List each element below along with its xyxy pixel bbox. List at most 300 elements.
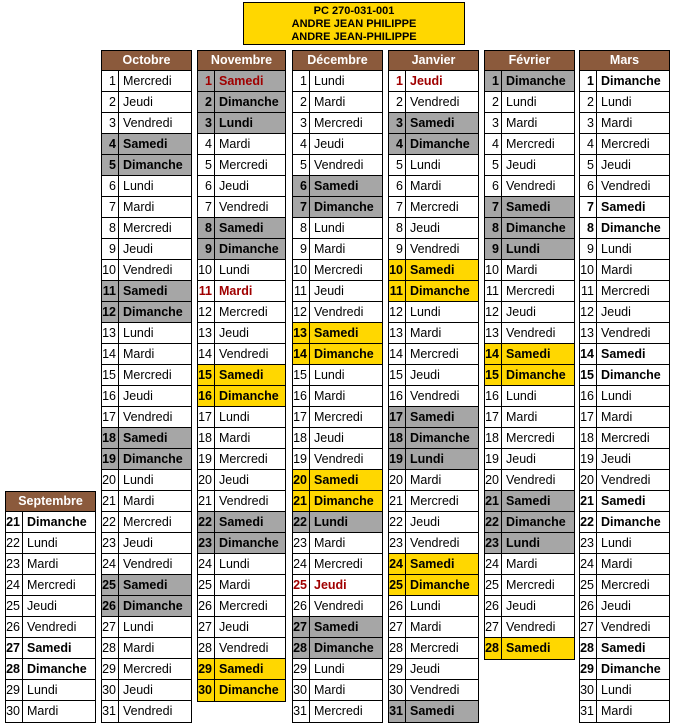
- day-number: 28: [293, 638, 310, 658]
- day-number: 8: [198, 218, 215, 238]
- day-number: 14: [485, 344, 502, 364]
- day-row: [389, 260, 478, 281]
- day-row: [102, 302, 191, 323]
- day-name: Mercredi: [314, 557, 363, 571]
- day-number: 30: [389, 680, 406, 700]
- day-number: 7: [293, 197, 310, 217]
- day-row: [293, 533, 382, 554]
- day-row: [485, 92, 574, 113]
- day-row: [102, 365, 191, 386]
- day-name: Vendredi: [410, 389, 460, 403]
- day-name: Vendredi: [219, 641, 269, 655]
- day-name: Mercredi: [123, 662, 172, 676]
- day-number: 10: [198, 260, 215, 280]
- day-name: Dimanche: [406, 428, 478, 448]
- day-number: 7: [485, 197, 502, 217]
- day-number: 16: [485, 386, 502, 406]
- day-name: Samedi: [215, 71, 285, 91]
- day-row: [102, 344, 191, 365]
- day-row: [6, 512, 95, 533]
- day-number: 12: [580, 302, 597, 322]
- day-name: Mercredi: [314, 263, 363, 277]
- day-name: Lundi: [506, 95, 537, 109]
- day-number: 23: [293, 533, 310, 553]
- day-name: Vendredi: [219, 200, 269, 214]
- day-name: Samedi: [406, 701, 478, 722]
- day-number: 11: [293, 281, 310, 301]
- day-name: Vendredi: [410, 536, 460, 550]
- day-row: [6, 659, 95, 680]
- day-name: Dimanche: [502, 365, 574, 385]
- day-number: 30: [580, 680, 597, 700]
- day-number: 2: [198, 92, 215, 112]
- day-number: 21: [198, 491, 215, 511]
- day-name: Vendredi: [123, 116, 173, 130]
- day-name: Jeudi: [219, 326, 249, 340]
- day-name: Samedi: [310, 470, 382, 490]
- month-column: [292, 50, 383, 723]
- day-row: [198, 617, 285, 638]
- day-name: Samedi: [601, 347, 646, 361]
- day-name: Jeudi: [506, 158, 536, 172]
- day-number: 24: [198, 554, 215, 574]
- day-row: [6, 701, 95, 722]
- day-name: Mercredi: [27, 578, 76, 592]
- day-number: 23: [485, 533, 502, 553]
- day-name: Vendredi: [601, 326, 651, 340]
- day-row: [485, 638, 574, 659]
- day-name: Lundi: [601, 242, 632, 256]
- day-name: Lundi: [27, 536, 58, 550]
- day-name: Mardi: [410, 179, 442, 193]
- day-number: 20: [102, 470, 119, 490]
- day-number: 29: [580, 659, 597, 679]
- day-row: [580, 533, 669, 554]
- day-name: Jeudi: [314, 137, 344, 151]
- day-row: [389, 554, 478, 575]
- day-row: [580, 176, 669, 197]
- day-name: Mercredi: [219, 305, 268, 319]
- day-name: Mardi: [601, 116, 633, 130]
- day-number: 30: [6, 701, 23, 722]
- day-name: Lundi: [123, 326, 154, 340]
- day-name: Mercredi: [506, 137, 555, 151]
- day-row: [580, 470, 669, 491]
- day-name: Mardi: [219, 431, 251, 445]
- day-name: Dimanche: [406, 575, 478, 595]
- day-number: 27: [485, 617, 502, 637]
- day-name: Jeudi: [601, 305, 631, 319]
- day-number: 17: [485, 407, 502, 427]
- day-row: [580, 71, 669, 92]
- day-name: Mardi: [601, 263, 633, 277]
- day-row: [580, 386, 669, 407]
- day-name: Jeudi: [410, 662, 440, 676]
- day-number: 19: [102, 449, 119, 469]
- day-name: Dimanche: [502, 218, 574, 238]
- day-number: 16: [198, 386, 215, 406]
- day-name: Mardi: [506, 557, 538, 571]
- day-row: [293, 554, 382, 575]
- day-name: Vendredi: [506, 326, 556, 340]
- day-row: [102, 575, 191, 596]
- day-name: Lundi: [310, 512, 382, 532]
- day-name: Samedi: [601, 200, 646, 214]
- day-row: [580, 491, 669, 512]
- day-number: 4: [198, 134, 215, 154]
- title-line-3: ANDRE JEAN-PHILIPPE: [291, 31, 417, 43]
- day-name: Lundi: [219, 557, 250, 571]
- day-row: [198, 302, 285, 323]
- day-number: 7: [580, 197, 597, 217]
- day-row: [102, 680, 191, 701]
- day-name: Mercredi: [601, 431, 650, 445]
- day-name: Jeudi: [123, 683, 153, 697]
- day-name: Jeudi: [506, 305, 536, 319]
- month-header: Février: [485, 51, 574, 71]
- day-name: Vendredi: [506, 473, 556, 487]
- day-row: [389, 323, 478, 344]
- day-number: 15: [293, 365, 310, 385]
- day-row: [293, 281, 382, 302]
- day-name: Samedi: [502, 344, 574, 364]
- day-number: 29: [389, 659, 406, 679]
- day-name: Vendredi: [314, 599, 364, 613]
- day-number: 7: [389, 197, 406, 217]
- day-number: 1: [102, 71, 119, 91]
- day-row: [293, 323, 382, 344]
- day-number: 21: [485, 491, 502, 511]
- day-name: Dimanche: [406, 281, 478, 301]
- day-number: 10: [580, 260, 597, 280]
- day-row: [293, 470, 382, 491]
- day-row: [198, 281, 285, 302]
- day-number: 17: [580, 407, 597, 427]
- day-name: Mardi: [410, 473, 442, 487]
- day-name: Jeudi: [601, 599, 631, 613]
- day-row: [293, 701, 382, 722]
- day-name: Dimanche: [502, 71, 574, 91]
- day-name: Dimanche: [215, 680, 285, 701]
- day-number: 8: [293, 218, 310, 238]
- day-number: 29: [102, 659, 119, 679]
- day-number: 9: [293, 239, 310, 259]
- day-name: Dimanche: [601, 515, 661, 529]
- day-row: [198, 680, 285, 701]
- day-number: 25: [102, 575, 119, 595]
- day-row: [389, 533, 478, 554]
- day-name: Samedi: [119, 428, 191, 448]
- day-name: Vendredi: [314, 305, 364, 319]
- day-name: Dimanche: [310, 197, 382, 217]
- day-name: Lundi: [601, 536, 632, 550]
- day-number: 18: [293, 428, 310, 448]
- day-name: Lundi: [410, 599, 441, 613]
- day-number: 29: [293, 659, 310, 679]
- day-name: Lundi: [314, 221, 345, 235]
- day-name: Jeudi: [27, 599, 57, 613]
- day-name: Samedi: [502, 197, 574, 217]
- day-row: [389, 302, 478, 323]
- day-row: [6, 617, 95, 638]
- day-row: [6, 533, 95, 554]
- day-name: Mardi: [219, 137, 251, 151]
- day-number: 30: [293, 680, 310, 700]
- day-row: [485, 323, 574, 344]
- day-name: Jeudi: [123, 95, 153, 109]
- day-number: 13: [198, 323, 215, 343]
- day-row: [580, 302, 669, 323]
- day-number: 6: [102, 176, 119, 196]
- day-name: Mardi: [123, 641, 155, 655]
- day-number: 1: [293, 71, 310, 91]
- day-number: 30: [198, 680, 215, 701]
- day-row: [198, 323, 285, 344]
- day-number: 13: [389, 323, 406, 343]
- day-number: 16: [102, 386, 119, 406]
- day-row: [102, 449, 191, 470]
- day-row: [389, 491, 478, 512]
- day-row: [580, 239, 669, 260]
- day-row: [6, 554, 95, 575]
- day-row: [198, 197, 285, 218]
- day-row: [389, 92, 478, 113]
- day-row: [485, 386, 574, 407]
- day-name: Lundi: [410, 158, 441, 172]
- day-number: 23: [198, 533, 215, 553]
- day-number: 22: [293, 512, 310, 532]
- day-number: 31: [389, 701, 406, 722]
- day-row: [485, 176, 574, 197]
- day-number: 6: [389, 176, 406, 196]
- day-number: 1: [389, 71, 406, 91]
- day-name: Mardi: [601, 704, 633, 718]
- day-row: [293, 344, 382, 365]
- day-number: 13: [293, 323, 310, 343]
- day-number: 11: [485, 281, 502, 301]
- day-number: 25: [293, 575, 310, 595]
- day-number: 17: [102, 407, 119, 427]
- day-name: Vendredi: [410, 95, 460, 109]
- day-row: [198, 113, 285, 134]
- day-row: [198, 533, 285, 554]
- day-row: [580, 155, 669, 176]
- day-name: Dimanche: [601, 74, 661, 88]
- day-row: [102, 554, 191, 575]
- day-row: [198, 155, 285, 176]
- day-name: Mercredi: [410, 641, 459, 655]
- day-row: [389, 659, 478, 680]
- day-name: Dimanche: [601, 662, 661, 676]
- day-row: [198, 512, 285, 533]
- day-name: Jeudi: [601, 158, 631, 172]
- day-number: 13: [102, 323, 119, 343]
- day-name: Jeudi: [410, 368, 440, 382]
- day-number: 14: [198, 344, 215, 364]
- day-name: Mercredi: [123, 74, 172, 88]
- day-row: [580, 113, 669, 134]
- day-name: Samedi: [502, 638, 574, 659]
- day-name: Mardi: [410, 326, 442, 340]
- day-number: 6: [293, 176, 310, 196]
- day-row: [6, 596, 95, 617]
- day-name: Samedi: [406, 260, 478, 280]
- day-name: Samedi: [601, 494, 646, 508]
- day-name: Dimanche: [119, 596, 191, 616]
- day-row: [293, 659, 382, 680]
- day-number: 4: [102, 134, 119, 154]
- day-row: [198, 260, 285, 281]
- day-number: 28: [6, 659, 23, 679]
- day-number: 21: [293, 491, 310, 511]
- day-name: Mercredi: [314, 410, 363, 424]
- day-row: [102, 407, 191, 428]
- day-row: [485, 239, 574, 260]
- day-number: 18: [580, 428, 597, 448]
- day-number: 20: [198, 470, 215, 490]
- day-name: Jeudi: [123, 536, 153, 550]
- day-row: [580, 596, 669, 617]
- day-row: [389, 197, 478, 218]
- day-number: 27: [102, 617, 119, 637]
- day-number: 26: [6, 617, 23, 637]
- day-name: Samedi: [215, 512, 285, 532]
- day-row: [293, 260, 382, 281]
- day-row: [198, 449, 285, 470]
- day-row: [102, 491, 191, 512]
- day-number: 3: [198, 113, 215, 133]
- day-name: Mercredi: [219, 452, 268, 466]
- day-row: [580, 449, 669, 470]
- day-row: [6, 575, 95, 596]
- day-number: 16: [293, 386, 310, 406]
- day-number: 18: [198, 428, 215, 448]
- day-name: Vendredi: [506, 179, 556, 193]
- day-row: [293, 512, 382, 533]
- day-row: [485, 491, 574, 512]
- day-row: [389, 134, 478, 155]
- day-number: 5: [102, 155, 119, 175]
- day-name: Samedi: [310, 323, 382, 343]
- day-name: Vendredi: [314, 158, 364, 172]
- day-number: 27: [580, 617, 597, 637]
- day-row: [293, 176, 382, 197]
- day-number: 30: [102, 680, 119, 700]
- day-number: 31: [293, 701, 310, 722]
- day-number: 10: [102, 260, 119, 280]
- day-number: 20: [485, 470, 502, 490]
- day-number: 9: [389, 239, 406, 259]
- day-number: 24: [293, 554, 310, 574]
- day-name: Lundi: [314, 662, 345, 676]
- day-row: [389, 386, 478, 407]
- day-name: Dimanche: [601, 368, 661, 382]
- day-row: [389, 512, 478, 533]
- day-name: Jeudi: [219, 179, 249, 193]
- day-row: [389, 71, 478, 92]
- day-row: [485, 554, 574, 575]
- day-number: 15: [485, 365, 502, 385]
- day-row: [389, 428, 478, 449]
- day-row: [389, 239, 478, 260]
- day-number: 15: [580, 365, 597, 385]
- day-row: [102, 239, 191, 260]
- day-number: 31: [580, 701, 597, 722]
- day-row: [102, 71, 191, 92]
- day-number: 2: [580, 92, 597, 112]
- day-row: [580, 323, 669, 344]
- title-line-2: ANDRE JEAN PHILIPPE: [291, 18, 417, 30]
- day-number: 3: [485, 113, 502, 133]
- day-number: 9: [580, 239, 597, 259]
- day-row: [485, 71, 574, 92]
- day-row: [485, 344, 574, 365]
- day-name: Samedi: [406, 407, 478, 427]
- day-name: Jeudi: [410, 515, 440, 529]
- day-name: Dimanche: [215, 386, 285, 406]
- day-row: [102, 701, 191, 722]
- day-number: 8: [389, 218, 406, 238]
- day-name: Lundi: [314, 74, 345, 88]
- day-name: Vendredi: [219, 494, 269, 508]
- day-row: [102, 197, 191, 218]
- day-row: [580, 701, 669, 722]
- day-name: Jeudi: [314, 578, 347, 592]
- day-row: [389, 113, 478, 134]
- day-row: [102, 596, 191, 617]
- title-box: [243, 2, 465, 45]
- day-name: Dimanche: [215, 92, 285, 112]
- day-row: [198, 71, 285, 92]
- day-number: 15: [102, 365, 119, 385]
- day-row: [389, 575, 478, 596]
- day-row: [389, 617, 478, 638]
- day-number: 25: [580, 575, 597, 595]
- day-name: Mardi: [219, 284, 253, 298]
- day-number: 9: [485, 239, 502, 259]
- day-name: Vendredi: [219, 347, 269, 361]
- day-row: [198, 575, 285, 596]
- day-number: 4: [580, 134, 597, 154]
- month-header: Novembre: [198, 51, 285, 71]
- day-number: 17: [293, 407, 310, 427]
- day-name: Lundi: [123, 179, 154, 193]
- day-number: 2: [102, 92, 119, 112]
- day-number: 1: [580, 71, 597, 91]
- day-name: Mercredi: [506, 578, 555, 592]
- day-row: [485, 155, 574, 176]
- day-name: Mardi: [314, 536, 346, 550]
- day-name: Vendredi: [123, 263, 173, 277]
- day-name: Mardi: [506, 116, 538, 130]
- day-number: 22: [198, 512, 215, 532]
- day-name: Mardi: [123, 494, 155, 508]
- day-number: 20: [580, 470, 597, 490]
- day-name: Samedi: [310, 617, 382, 637]
- day-number: 4: [389, 134, 406, 154]
- day-name: Mercredi: [219, 158, 268, 172]
- day-row: [293, 134, 382, 155]
- day-number: 12: [102, 302, 119, 322]
- day-row: [580, 680, 669, 701]
- day-number: 25: [485, 575, 502, 595]
- day-name: Jeudi: [506, 452, 536, 466]
- day-name: Samedi: [119, 281, 191, 301]
- day-row: [102, 470, 191, 491]
- day-name: Lundi: [314, 368, 345, 382]
- day-row: [485, 218, 574, 239]
- day-number: 20: [293, 470, 310, 490]
